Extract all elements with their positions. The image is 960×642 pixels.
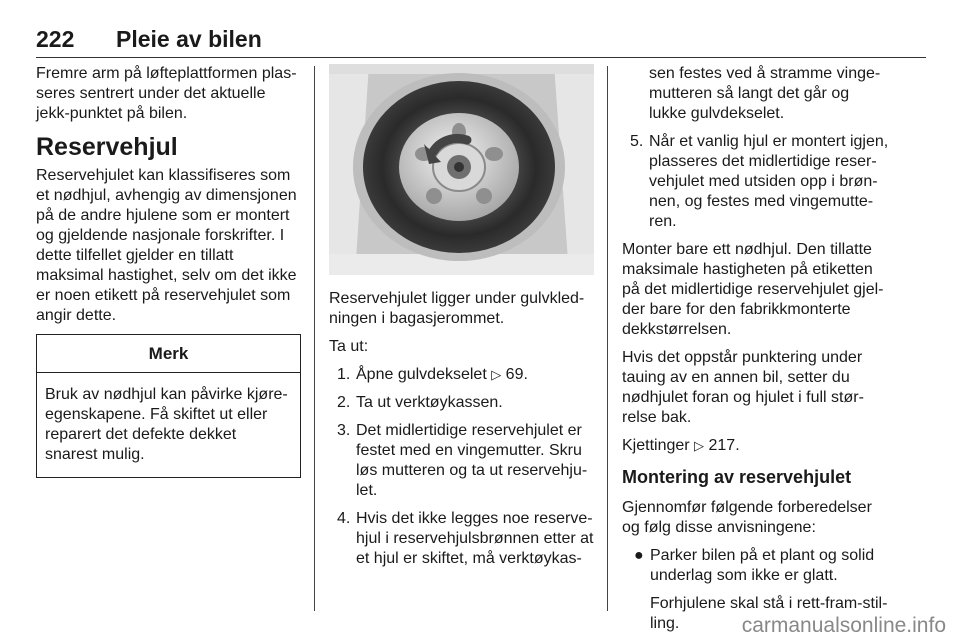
triangle-arrow-icon: ▷ bbox=[491, 367, 502, 382]
page-reference: 217 bbox=[708, 437, 736, 454]
page-number: 222 bbox=[36, 26, 75, 52]
note-body: Bruk av nødhjul kan påvirke kjøre-egenskapene. Få skiftet ut eller reparert det defekte dekket snarest mulig. bbox=[45, 386, 288, 463]
column-3 bbox=[622, 64, 890, 642]
body-paragraph: Hvis det oppstår punktering under tauing av en annen bil, setter du nødhjulet foran og hjulet i full stør-relse bak. bbox=[622, 349, 864, 426]
running-title: Pleie av bilen bbox=[116, 26, 262, 52]
triangle-arrow-icon: ▷ bbox=[694, 438, 705, 453]
list-item: sen festes ved å stramme vinge-mutteren så langt det går og lukke gulvdekselet. bbox=[649, 65, 881, 122]
spare-wheel-image bbox=[329, 64, 594, 275]
list-item: 2. Ta ut verktøykassen. bbox=[337, 394, 503, 411]
body-paragraph: Reservehjulet kan klassifiseres som et nødhjul, avhengig av dimensjonen på de andre hjulene som er montert og gjeldende nasjonale forskrifter. I dette tilfellet gjelder en tillatt maksimal hastighet, selv om det ikke er noen etikett på reservehjulet som angir dette. bbox=[36, 167, 297, 324]
steps-list-continued bbox=[622, 64, 890, 232]
body-paragraph: Kjettinger ▷ 217. bbox=[622, 437, 740, 454]
spare-wheel-illustration bbox=[329, 64, 594, 275]
watermark: carmanualsonline.info bbox=[741, 614, 946, 637]
steps-lead: Ta ut: bbox=[329, 338, 369, 355]
bullet-icon: ● bbox=[634, 547, 644, 564]
note-title: Merk bbox=[37, 335, 300, 373]
figure-caption: Reservehjulet ligger under gulvkled-ningen i bagasjerommet. bbox=[329, 290, 585, 327]
page-header bbox=[36, 24, 926, 58]
list-item: ● Parker bilen på et plant og solid underlag som ikke er glatt. bbox=[634, 547, 875, 584]
page-reference: 69 bbox=[505, 366, 524, 383]
intro-paragraph: Fremre arm på løfteplattformen plas-seres sentrert under det aktuelle jekk-punktet på bilen. bbox=[36, 65, 297, 122]
list-item: 1. Åpne gulvdekselet ▷ 69. bbox=[337, 366, 528, 383]
list-item: Forhjulene skal stå i rett-fram-stil-ling. bbox=[650, 595, 888, 632]
list-item: 5. Når et vanlig hjul er montert igjen, plasseres det midlertidige reser-vehjulet med utsiden opp i brøn-nen, og festes med vingemutte-ren. bbox=[630, 133, 889, 230]
body-paragraph: Monter bare ett nødhjul. Den tillatte maksimale hastigheten på etiketten på det midlertidige reservehjulet gjel-der bare for den fabrikkmonterte dekkstørrelsen. bbox=[622, 241, 884, 338]
note-box bbox=[36, 334, 301, 478]
column-2 bbox=[329, 64, 594, 577]
column-1 bbox=[36, 64, 301, 478]
section-heading: Reservehjul bbox=[36, 133, 178, 161]
column-divider bbox=[607, 66, 608, 611]
column-divider bbox=[314, 66, 315, 611]
list-item: 3. Det midlertidige reservehjulet er festet med en vingemutter. Skru løs mutteren og ta ut reservehju-let. bbox=[337, 422, 588, 499]
subsection-heading: Montering av reservehjulet bbox=[622, 467, 852, 487]
list-item: 4. Hvis det ikke legges noe reserve-hjul i reservehjulsbrønnen etter at et hjul er skiftet, må verktøykas- bbox=[337, 510, 594, 567]
body-paragraph: Gjennomfør følgende forberedelser og følg disse anvisningene: bbox=[622, 499, 872, 536]
steps-list bbox=[329, 365, 594, 569]
